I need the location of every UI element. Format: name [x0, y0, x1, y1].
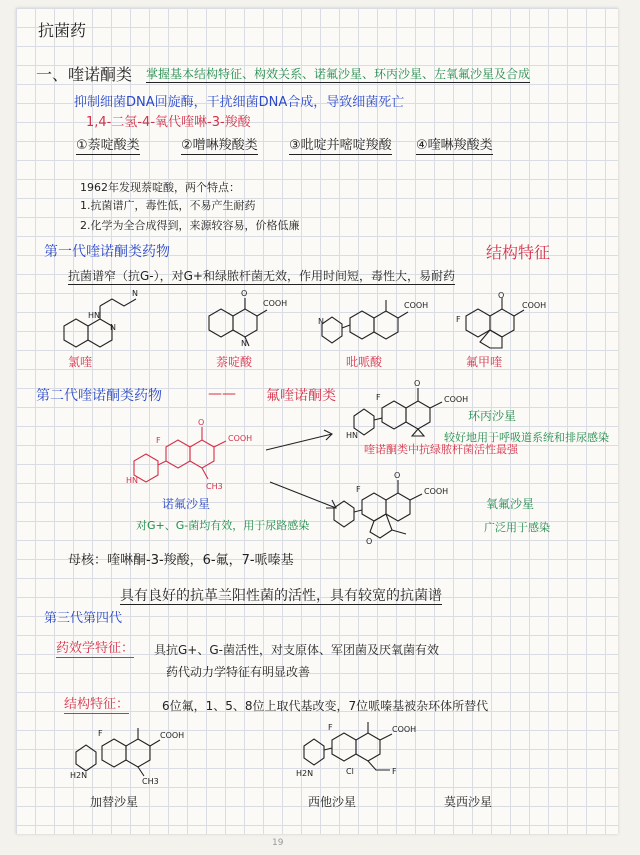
svg-text:HN: HN: [346, 431, 358, 440]
history-line-1: 1962年发现萘啶酸，两个特点：: [80, 181, 240, 194]
svg-text:N: N: [241, 339, 247, 348]
svg-text:F: F: [376, 393, 381, 402]
svg-text:O: O: [198, 418, 205, 427]
svg-text:O: O: [241, 289, 248, 298]
gen3-drug-1: 加替沙星: [90, 795, 139, 809]
history-line-2: 1.抗菌谱广，毒性低，不易产生耐药: [80, 199, 256, 212]
svg-text:COOH: COOH: [263, 299, 288, 308]
gen1-drug-2: 萘啶酸: [216, 355, 253, 369]
gatifloxacin-structure: [68, 720, 188, 790]
structural-features-label: 结构特征: [486, 243, 551, 262]
gen1-description: 抗菌谱窄（抗G-），对G+和绿脓杆菌无效，作用时间短，毒性大，易耐药: [68, 269, 455, 283]
structure-features-label-2: 结构特征：: [64, 697, 130, 712]
svg-text:O: O: [394, 471, 401, 480]
cipro-use: 较好地用于呼吸道系统和排尿感染: [444, 431, 609, 444]
svg-text:F: F: [456, 315, 461, 324]
ofloxacin-structure: [326, 470, 476, 550]
structure-features-text-2: 6位氟，1、5、8位上取代基改变，7位哌嗪基被杂环体所替代: [162, 699, 489, 713]
cipro-name: 环丙沙星: [468, 409, 517, 423]
mechanism-text: 抑制细菌DNA回旋酶，干扰细菌DNA合成，导致细菌死亡: [74, 95, 405, 110]
gen1-heading: 第一代喹诺酮类药物: [44, 244, 170, 260]
section1-note: 掌握基本结构特征、构效关系、诺氟沙星、环丙沙星、左氧氟沙星及合成: [146, 67, 531, 81]
svg-text:O: O: [366, 537, 373, 546]
class-2: ②噌啉羧酸类: [181, 138, 258, 153]
chloroquine-structure: [54, 286, 144, 356]
svg-text:COOH: COOH: [424, 487, 449, 496]
page-title: 抗菌药: [38, 21, 87, 40]
oflox-note: 广泛用于感染: [484, 521, 550, 534]
notebook-page: [16, 8, 618, 834]
gen3-drug-3: 莫西沙星: [444, 795, 493, 809]
svg-text:Cl: Cl: [346, 767, 354, 776]
mother-desc: 具有良好的抗革兰阳性菌的活性，具有较宽的抗菌谱: [120, 588, 442, 604]
svg-text:CH3: CH3: [206, 482, 223, 491]
pipemidic-acid-structure: [316, 290, 429, 350]
gen3-drug-2: 西他沙星: [308, 795, 357, 809]
gen1-drug-4: 氟甲喹: [466, 355, 503, 369]
class-3: ③吡啶并嘧啶羧酸: [289, 138, 392, 153]
pharmacodynamics-text: 具抗G+、G-菌活性，对支原体、军团菌及厌氧菌有效: [154, 643, 439, 657]
svg-text:COOH: COOH: [404, 301, 429, 310]
svg-text:CH3: CH3: [142, 777, 159, 786]
norfloxacin-structure: [126, 413, 266, 493]
svg-text:F: F: [392, 767, 397, 776]
nalidixic-acid-structure: [201, 288, 291, 348]
norflox-note: 对G+、G-菌均有效，用于尿路感染: [136, 519, 310, 532]
svg-text:COOH: COOH: [392, 725, 417, 734]
svg-text:N: N: [110, 323, 116, 332]
gen2-heading: 第二代喹诺酮类药物: [36, 388, 162, 404]
svg-text:H2N: H2N: [296, 769, 314, 778]
svg-text:H2N: H2N: [70, 771, 88, 780]
flumequine-structure: [456, 290, 566, 350]
oflox-name: 氧氟沙星: [486, 497, 535, 511]
class-4: ④喹啉羧酸类: [416, 138, 493, 153]
pharmacodynamics-label: 药效学特征：: [56, 641, 135, 656]
gen34-heading: 第三代第四代: [44, 611, 123, 626]
svg-text:F: F: [328, 723, 333, 732]
cipro-note: 喹诺酮类中抗绿脓杆菌活性最强: [364, 443, 518, 456]
svg-text:COOH: COOH: [444, 395, 469, 404]
svg-text:HN: HN: [88, 311, 100, 320]
svg-text:F: F: [356, 485, 361, 494]
gen1-drug-3: 吡哌酸: [346, 355, 383, 369]
svg-text:COOH: COOH: [160, 731, 185, 740]
class-1: ①萘啶酸类: [76, 138, 140, 153]
svg-text:O: O: [414, 379, 421, 388]
core-structure-text: 1,4-二氢-4-氧代喹啉-3-羧酸: [86, 115, 251, 130]
svg-text:N: N: [132, 289, 138, 298]
gen1-drug-1: 氯喹: [68, 355, 93, 369]
pharmacokinetics-text: 药代动力学特征有明显改善: [166, 665, 311, 679]
norflox-name: 诺氟沙星: [162, 497, 211, 511]
arrow-to-cipro: [262, 428, 342, 458]
svg-text:HN: HN: [126, 476, 138, 485]
svg-text:N: N: [318, 317, 324, 326]
gen2-class: 氟喹诺酮类: [266, 388, 336, 404]
section1-heading: 一、喹诺酮类: [36, 65, 133, 84]
history-line-3: 2.化学为全合成得到，来源较容易，价格低廉: [80, 219, 300, 232]
svg-text:F: F: [98, 729, 103, 738]
mother-core: 母核：喹啉酮-3-羧酸，6-氟，7-哌嗪基: [68, 553, 294, 568]
gen2-dash: ——: [208, 386, 236, 402]
svg-text:COOH: COOH: [522, 301, 547, 310]
page-number: 19: [272, 838, 284, 848]
sitafloxacin-structure: [296, 716, 426, 786]
svg-text:COOH: COOH: [228, 434, 253, 443]
svg-text:F: F: [156, 436, 161, 445]
svg-text:O: O: [498, 291, 505, 300]
